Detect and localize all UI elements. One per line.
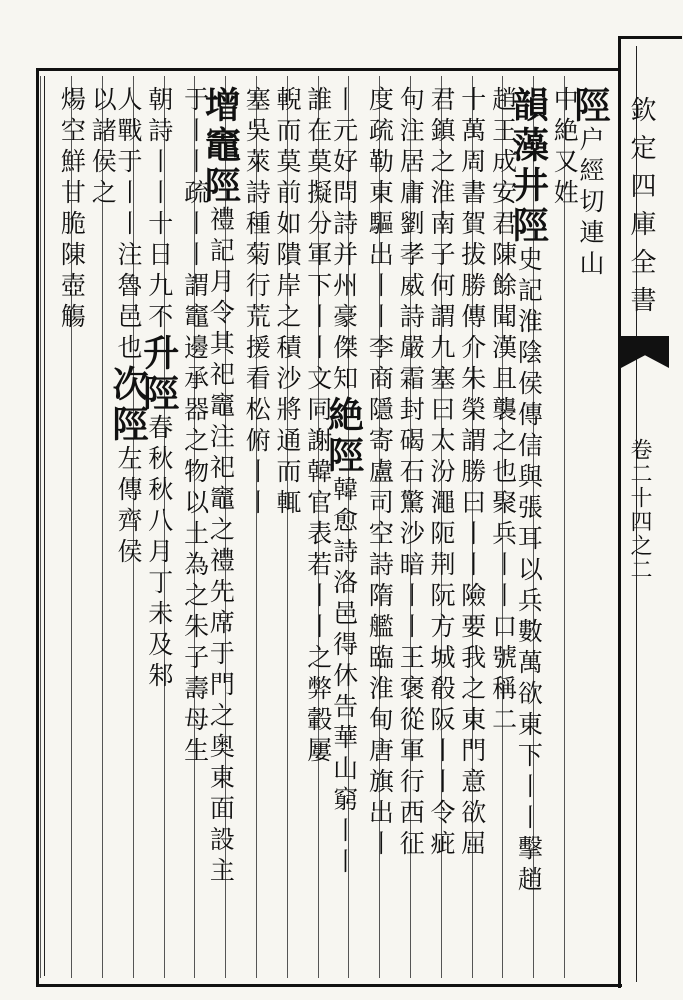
frame-left-rule xyxy=(36,68,39,986)
column-text: 人戰于丨丨注魯邑也 xyxy=(114,86,143,365)
column-text: 煬空鮮甘脆陳壺觴 xyxy=(57,86,87,334)
column-text: 左傳齊侯 xyxy=(114,445,143,569)
column-text: 韓愈詩洛邑得休告華山窮丨丨 xyxy=(329,476,359,879)
column-text: 君鎮之淮南子何謂九塞曰太汾澠阨荆阮方城殽阪丨丨令疵 xyxy=(427,86,456,861)
frame-top-rule xyxy=(36,68,618,71)
column-text: 句注居庸劉孝威詩嚴霜封碣石驚沙暗丨丨王褒從軍行西征 xyxy=(396,86,426,861)
column-text: 中絶又姓 xyxy=(550,86,580,210)
text-column xyxy=(44,86,87,334)
column-text: 輗而莫前如隤岸之積沙將通而輒 xyxy=(273,86,302,520)
column-text: 史記淮陰侯傳信與張耳以兵數萬欲東下丨丨擊趙 xyxy=(514,246,544,897)
frame-bottom-rule xyxy=(36,984,622,987)
column-text: 以諸侯之 xyxy=(88,86,118,210)
margin-volume-number: 卷二十四之二 xyxy=(627,438,652,582)
column-text: 趙王成安君陳餘聞漢且襲之也聚兵丨丨口號稱二 xyxy=(488,86,518,737)
column-text: 塞吳萊詩種菊行荒援看松俯丨丨 xyxy=(242,86,272,520)
column-rule xyxy=(40,76,41,978)
column-text: 禮記月令其祀竈注祀竈之禮先席于門之奥東面設主 xyxy=(206,206,236,888)
headword: 韻藻井陘 xyxy=(507,86,550,246)
column-rule xyxy=(564,76,565,978)
column-text: 丨元好問詩并州豪傑知 xyxy=(329,86,359,396)
margin-book-title: 欽定四庫全書 xyxy=(626,96,656,324)
column-text: 度疏勒東驅出丨丨李商隱寄盧司空詩隋艦臨淮甸唐旗出丨 xyxy=(365,86,395,861)
column-text: 春秋秋八月丁未及邾 xyxy=(144,414,174,693)
column-text: 文同謝韓官表若丨丨之弊轂屢 xyxy=(303,365,333,768)
headword: 升陘 xyxy=(137,334,180,414)
column-text: 誰在莫擬分軍下丨丨 xyxy=(303,86,333,365)
column-text: 十萬周書賀拔勝傳介朱榮謂勝曰丨丨險要我之東門意欲屈 xyxy=(457,86,487,861)
headword: 絶陘 xyxy=(322,396,365,476)
headword: 增竈陘 xyxy=(199,86,242,206)
headword: 次陘 xyxy=(107,365,149,445)
column-text: 于丨丨疏丨丨謂竈邊承器之物以土為之朱子壽母生 xyxy=(180,86,210,768)
headword: 陘 xyxy=(569,86,611,126)
column-text: 户經切連山 xyxy=(576,126,605,281)
column-rule xyxy=(102,76,103,978)
column-text: 朝詩丨丨十日九不 xyxy=(144,86,174,334)
